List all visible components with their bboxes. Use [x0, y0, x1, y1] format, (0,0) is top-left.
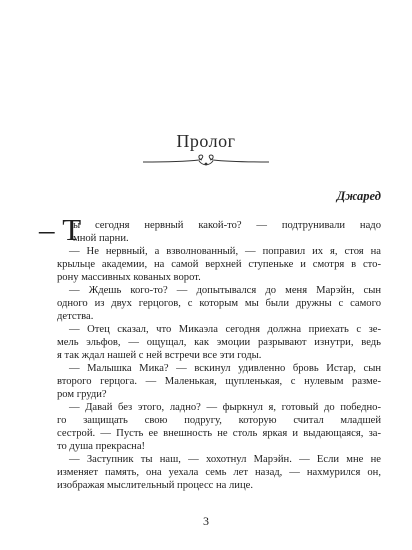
text-line: изменяет память, она уехала семь лет назад, — нахмурился он,	[57, 467, 381, 478]
text-line: рону массивных кованых ворот.	[57, 272, 201, 283]
text-line: — Заступник ты наш, — хохотнул Марэйн. — Если мне не	[69, 454, 381, 465]
text-line: детства.	[57, 311, 94, 322]
text-line: мель эльфов, — ощущал, как эмоции разрывают изнутри, ведь	[57, 337, 381, 348]
text-line: сестрой. — Пусть ее внешность не столь яркая и выдающаяся, за-	[57, 428, 381, 439]
text-line: изображая мыслительный процесс на лице.	[57, 480, 254, 491]
text-line: — Давай без этого, ладно? — фыркнул я, готовый до победно-	[69, 402, 381, 413]
text-line: крыльце академии, на самой верхней ступеньке и смотря в сто-	[57, 259, 381, 270]
text-line: — Малышка Мика? — вскинул удивленно бровь Истар, сын	[69, 363, 381, 374]
text-line: — Ждешь кого-то? — допытывался до меня Марэйн, сын	[69, 285, 381, 296]
text-line: одного из двух герцогов, с которым мы были дружны с самого	[57, 298, 381, 309]
text-line: второго герцога. — Маленькая, щупленькая, с нулевым разме-	[57, 376, 381, 387]
text-line: то душа прекрасна!	[57, 441, 146, 452]
drop-cap: – Т	[39, 212, 82, 247]
text-line: ром груди?	[57, 389, 107, 400]
page-number: 3	[203, 514, 209, 528]
text-line: — Не нервный, а взволнованный, — поправил их я, стоя на	[69, 246, 381, 257]
text-line: ы сегодня нервный какой-то? — подтрунивали надо	[73, 220, 381, 231]
pov-name: Джаред	[336, 189, 381, 203]
ornament-divider	[141, 153, 271, 169]
chapter-title: Пролог	[176, 131, 236, 151]
text-line: — Отец сказал, что Микаэла сегодня должна приехать с зе-	[69, 324, 381, 335]
text-line: я так ждал нашей с ней встречи все эти годы.	[57, 350, 262, 361]
text-line: го защищать свою подругу, которую считал младшей	[57, 415, 381, 426]
text-line: мной парни.	[73, 233, 129, 244]
